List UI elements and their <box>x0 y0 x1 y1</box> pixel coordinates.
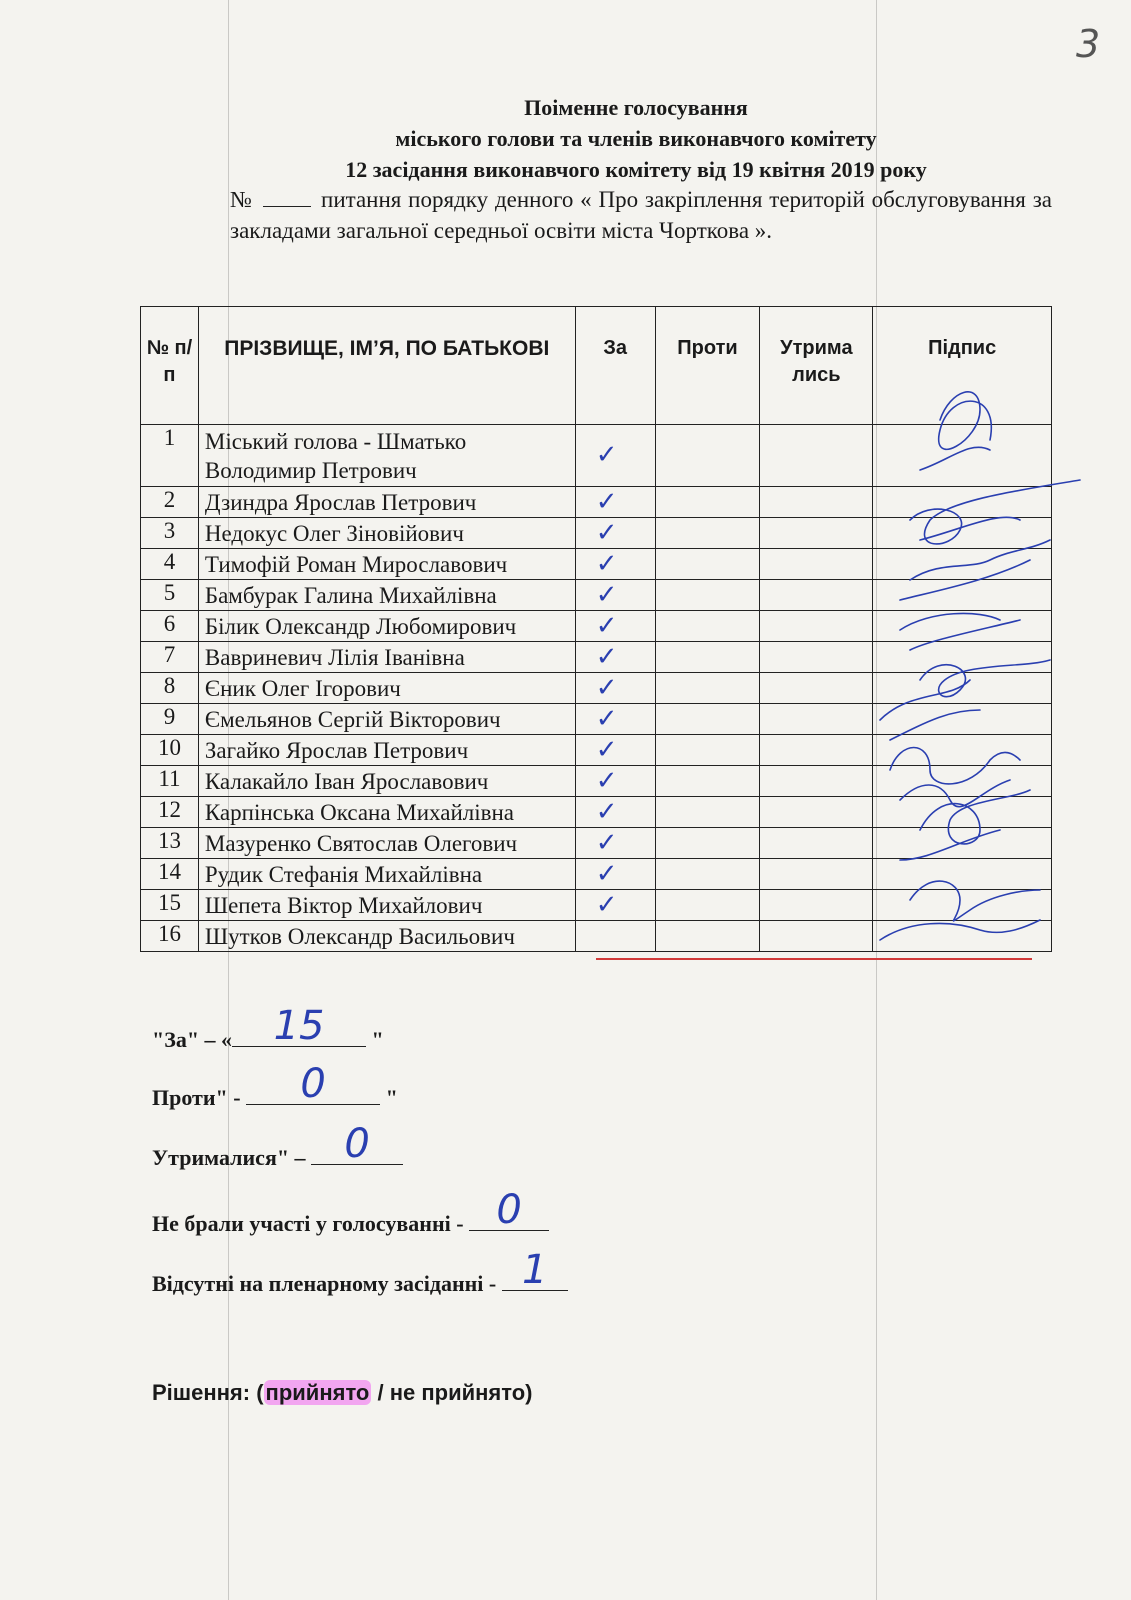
row-vote-against <box>655 487 760 518</box>
row-vote-for <box>575 611 655 642</box>
row-name: Шутков Олександр Васильович <box>198 921 575 952</box>
vote-row <box>141 766 1052 797</box>
row-vote-abstained <box>760 518 873 549</box>
row-vote-against <box>655 828 760 859</box>
vote-row <box>141 518 1052 549</box>
row-number: 5 <box>141 580 199 611</box>
header-for: За <box>575 307 655 425</box>
row-vote-abstained <box>760 611 873 642</box>
check-mark-icon: ✓ <box>595 889 618 920</box>
check-mark-icon: ✓ <box>595 641 618 672</box>
agenda-number-blank <box>263 205 311 207</box>
row-vote-against <box>655 673 760 704</box>
row-signature <box>873 487 1052 518</box>
row-vote-against <box>655 890 760 921</box>
tally-for-label: "За" – « <box>152 1027 233 1052</box>
row-signature <box>873 921 1052 952</box>
row-signature <box>873 642 1052 673</box>
row-vote-against <box>655 518 760 549</box>
row-vote-against <box>655 797 760 828</box>
row-vote-for <box>575 735 655 766</box>
header-name: ПРІЗВИЩЕ, ІМ’Я, ПО БАТЬКОВІ <box>198 307 575 425</box>
check-mark-icon: ✓ <box>595 734 618 765</box>
row-vote-abstained <box>760 425 873 487</box>
row-number: 8 <box>141 673 199 704</box>
row-vote-against <box>655 425 760 487</box>
row-vote-against <box>655 921 760 952</box>
tally-absent-label: Відсутні на пленарному засіданні - <box>152 1271 502 1296</box>
row-number: 3 <box>141 518 199 549</box>
check-mark-icon: ✓ <box>595 858 618 889</box>
row-vote-for <box>575 828 655 859</box>
row-vote-against <box>655 549 760 580</box>
row-name: Мазуренко Святослав Олегович <box>198 828 575 859</box>
vote-row <box>141 642 1052 673</box>
row-signature <box>873 890 1052 921</box>
row-vote-abstained <box>760 487 873 518</box>
row-name: Дзиндра Ярослав Петрович <box>198 487 575 518</box>
row-vote-for <box>575 673 655 704</box>
row-signature <box>873 797 1052 828</box>
vote-row <box>141 921 1052 952</box>
row-name: Шепета Віктор Михайлович <box>198 890 575 921</box>
vote-row <box>141 828 1052 859</box>
row-vote-for <box>575 425 655 487</box>
tally-abstained-value: 0 <box>344 1121 370 1167</box>
row-vote-for <box>575 580 655 611</box>
check-mark-icon: ✓ <box>595 440 618 470</box>
title-line-2: міського голови та членів виконавчого комітету <box>395 126 877 151</box>
check-mark-icon: ✓ <box>595 672 618 703</box>
row-name: Ємельянов Сергій Вікторович <box>198 704 575 735</box>
check-mark-icon: ✓ <box>595 486 618 517</box>
check-mark-icon: ✓ <box>595 548 618 579</box>
row-signature <box>873 673 1052 704</box>
row-number: 7 <box>141 642 199 673</box>
row-signature <box>873 828 1052 859</box>
row-vote-against <box>655 859 760 890</box>
tally-not-voting <box>152 1187 549 1237</box>
tally-for-close: " <box>366 1027 384 1052</box>
row-vote-for <box>575 766 655 797</box>
row-vote-for <box>575 549 655 580</box>
header-abstained: Утрима лись <box>760 307 873 425</box>
check-mark-icon: ✓ <box>595 796 618 827</box>
row-vote-abstained <box>760 549 873 580</box>
row-signature <box>873 704 1052 735</box>
agenda-item <box>230 184 1052 246</box>
tally-abstained-blank <box>311 1121 403 1167</box>
vote-row <box>141 425 1052 487</box>
page-number: 3 <box>1076 22 1101 66</box>
row-number: 10 <box>141 735 199 766</box>
row-name: Недокус Олег Зіновійович <box>198 518 575 549</box>
agenda-text: питання порядку денного « Про закріплення територій обслуговування за закладами загальної середньої освіти міста Чорткова ». <box>230 187 1052 243</box>
tally-for-value: 15 <box>273 1003 325 1049</box>
row-number: 11 <box>141 766 199 797</box>
row-vote-for <box>575 704 655 735</box>
row-vote-against <box>655 704 760 735</box>
row-name: Єник Олег Ігорович <box>198 673 575 704</box>
row-vote-abstained <box>760 580 873 611</box>
tally-for-blank <box>232 1003 366 1049</box>
row-vote-abstained <box>760 642 873 673</box>
tally-abstained <box>152 1121 403 1171</box>
row-vote-for <box>575 642 655 673</box>
tally-against <box>152 1061 398 1111</box>
header-number: № п/ п <box>141 307 199 425</box>
tally-against-label: Проти" - <box>152 1085 247 1110</box>
vote-row <box>141 797 1052 828</box>
vote-row <box>141 859 1052 890</box>
row-number: 12 <box>141 797 199 828</box>
tally-against-close: " <box>380 1085 398 1110</box>
row-name: Бамбурак Галина Михайлівна <box>198 580 575 611</box>
row-vote-abstained <box>760 673 873 704</box>
vote-row <box>141 890 1052 921</box>
row-number: 16 <box>141 921 199 952</box>
row-vote-against <box>655 642 760 673</box>
tally-not-voting-blank <box>469 1187 549 1233</box>
decision-accepted-highlight: прийнято <box>265 1380 370 1405</box>
tally-absent <box>152 1247 568 1297</box>
row-name: Загайко Ярослав Петрович <box>198 735 575 766</box>
row-number: 1 <box>141 425 199 487</box>
tally-absent-value: 1 <box>522 1247 548 1293</box>
vote-row <box>141 580 1052 611</box>
decision-line <box>152 1380 533 1406</box>
tally-absent-blank <box>502 1247 568 1293</box>
header-signature: Підпис <box>873 307 1052 425</box>
row-vote-for <box>575 518 655 549</box>
row-number: 9 <box>141 704 199 735</box>
vote-row <box>141 611 1052 642</box>
row-vote-for <box>575 859 655 890</box>
row-vote-against <box>655 611 760 642</box>
row-vote-for <box>575 487 655 518</box>
row-signature <box>873 580 1052 611</box>
check-mark-icon: ✓ <box>595 703 618 734</box>
row-signature <box>873 735 1052 766</box>
row-signature <box>873 425 1052 487</box>
row-name: Калакайло Іван Ярославович <box>198 766 575 797</box>
row-number: 15 <box>141 890 199 921</box>
vote-table-header <box>141 307 1052 425</box>
check-mark-icon: ✓ <box>595 610 618 641</box>
row-vote-abstained <box>760 704 873 735</box>
check-mark-icon: ✓ <box>595 579 618 610</box>
row-vote-abstained <box>760 890 873 921</box>
vote-row <box>141 735 1052 766</box>
agenda-number-sign: № <box>230 187 254 212</box>
check-mark-icon: ✓ <box>595 765 618 796</box>
vote-row <box>141 673 1052 704</box>
absent-strike-line <box>596 958 1032 960</box>
row-vote-abstained <box>760 859 873 890</box>
row-number: 4 <box>141 549 199 580</box>
row-vote-abstained <box>760 766 873 797</box>
tally-against-blank <box>246 1061 380 1107</box>
document-title <box>230 92 1042 185</box>
tally-not-voting-value: 0 <box>496 1187 522 1233</box>
row-name: Міський голова - Шматько Володимир Петрович <box>198 425 575 487</box>
row-number: 13 <box>141 828 199 859</box>
row-name: Вавриневич Лілія Іванівна <box>198 642 575 673</box>
row-signature <box>873 549 1052 580</box>
row-name: Рудик Стефанія Михайлівна <box>198 859 575 890</box>
vote-row <box>141 549 1052 580</box>
header-against: Проти <box>655 307 760 425</box>
row-vote-against <box>655 580 760 611</box>
row-number: 14 <box>141 859 199 890</box>
row-vote-abstained <box>760 735 873 766</box>
title-line-1: Поіменне голосування <box>524 95 748 120</box>
vote-table <box>140 306 1052 952</box>
tally-not-voting-label: Не брали участі у голосуванні - <box>152 1211 470 1236</box>
row-number: 6 <box>141 611 199 642</box>
vote-row <box>141 487 1052 518</box>
row-name: Тимофій Роман Мирославович <box>198 549 575 580</box>
row-name: Білик Олександр Любомирович <box>198 611 575 642</box>
row-signature <box>873 611 1052 642</box>
row-number: 2 <box>141 487 199 518</box>
row-vote-against <box>655 766 760 797</box>
check-mark-icon: ✓ <box>595 517 618 548</box>
row-signature <box>873 766 1052 797</box>
title-line-3: 12 засідання виконавчого комітету від 19 квітня 2019 року <box>345 157 927 182</box>
row-vote-for <box>575 890 655 921</box>
row-vote-for <box>575 921 655 952</box>
row-vote-abstained <box>760 921 873 952</box>
decision-label: Рішення: ( <box>152 1380 264 1405</box>
row-signature <box>873 859 1052 890</box>
row-name: Карпінська Оксана Михайлівна <box>198 797 575 828</box>
tally-against-value: 0 <box>300 1061 326 1107</box>
row-vote-abstained <box>760 797 873 828</box>
check-mark-icon: ✓ <box>595 827 618 858</box>
row-vote-abstained <box>760 828 873 859</box>
tally-for <box>152 1003 384 1053</box>
row-vote-against <box>655 735 760 766</box>
row-signature <box>873 518 1052 549</box>
tally-abstained-label: Утрималися" – <box>152 1145 312 1170</box>
vote-row <box>141 704 1052 735</box>
decision-rest: / не прийнято) <box>371 1380 533 1405</box>
row-vote-for <box>575 797 655 828</box>
